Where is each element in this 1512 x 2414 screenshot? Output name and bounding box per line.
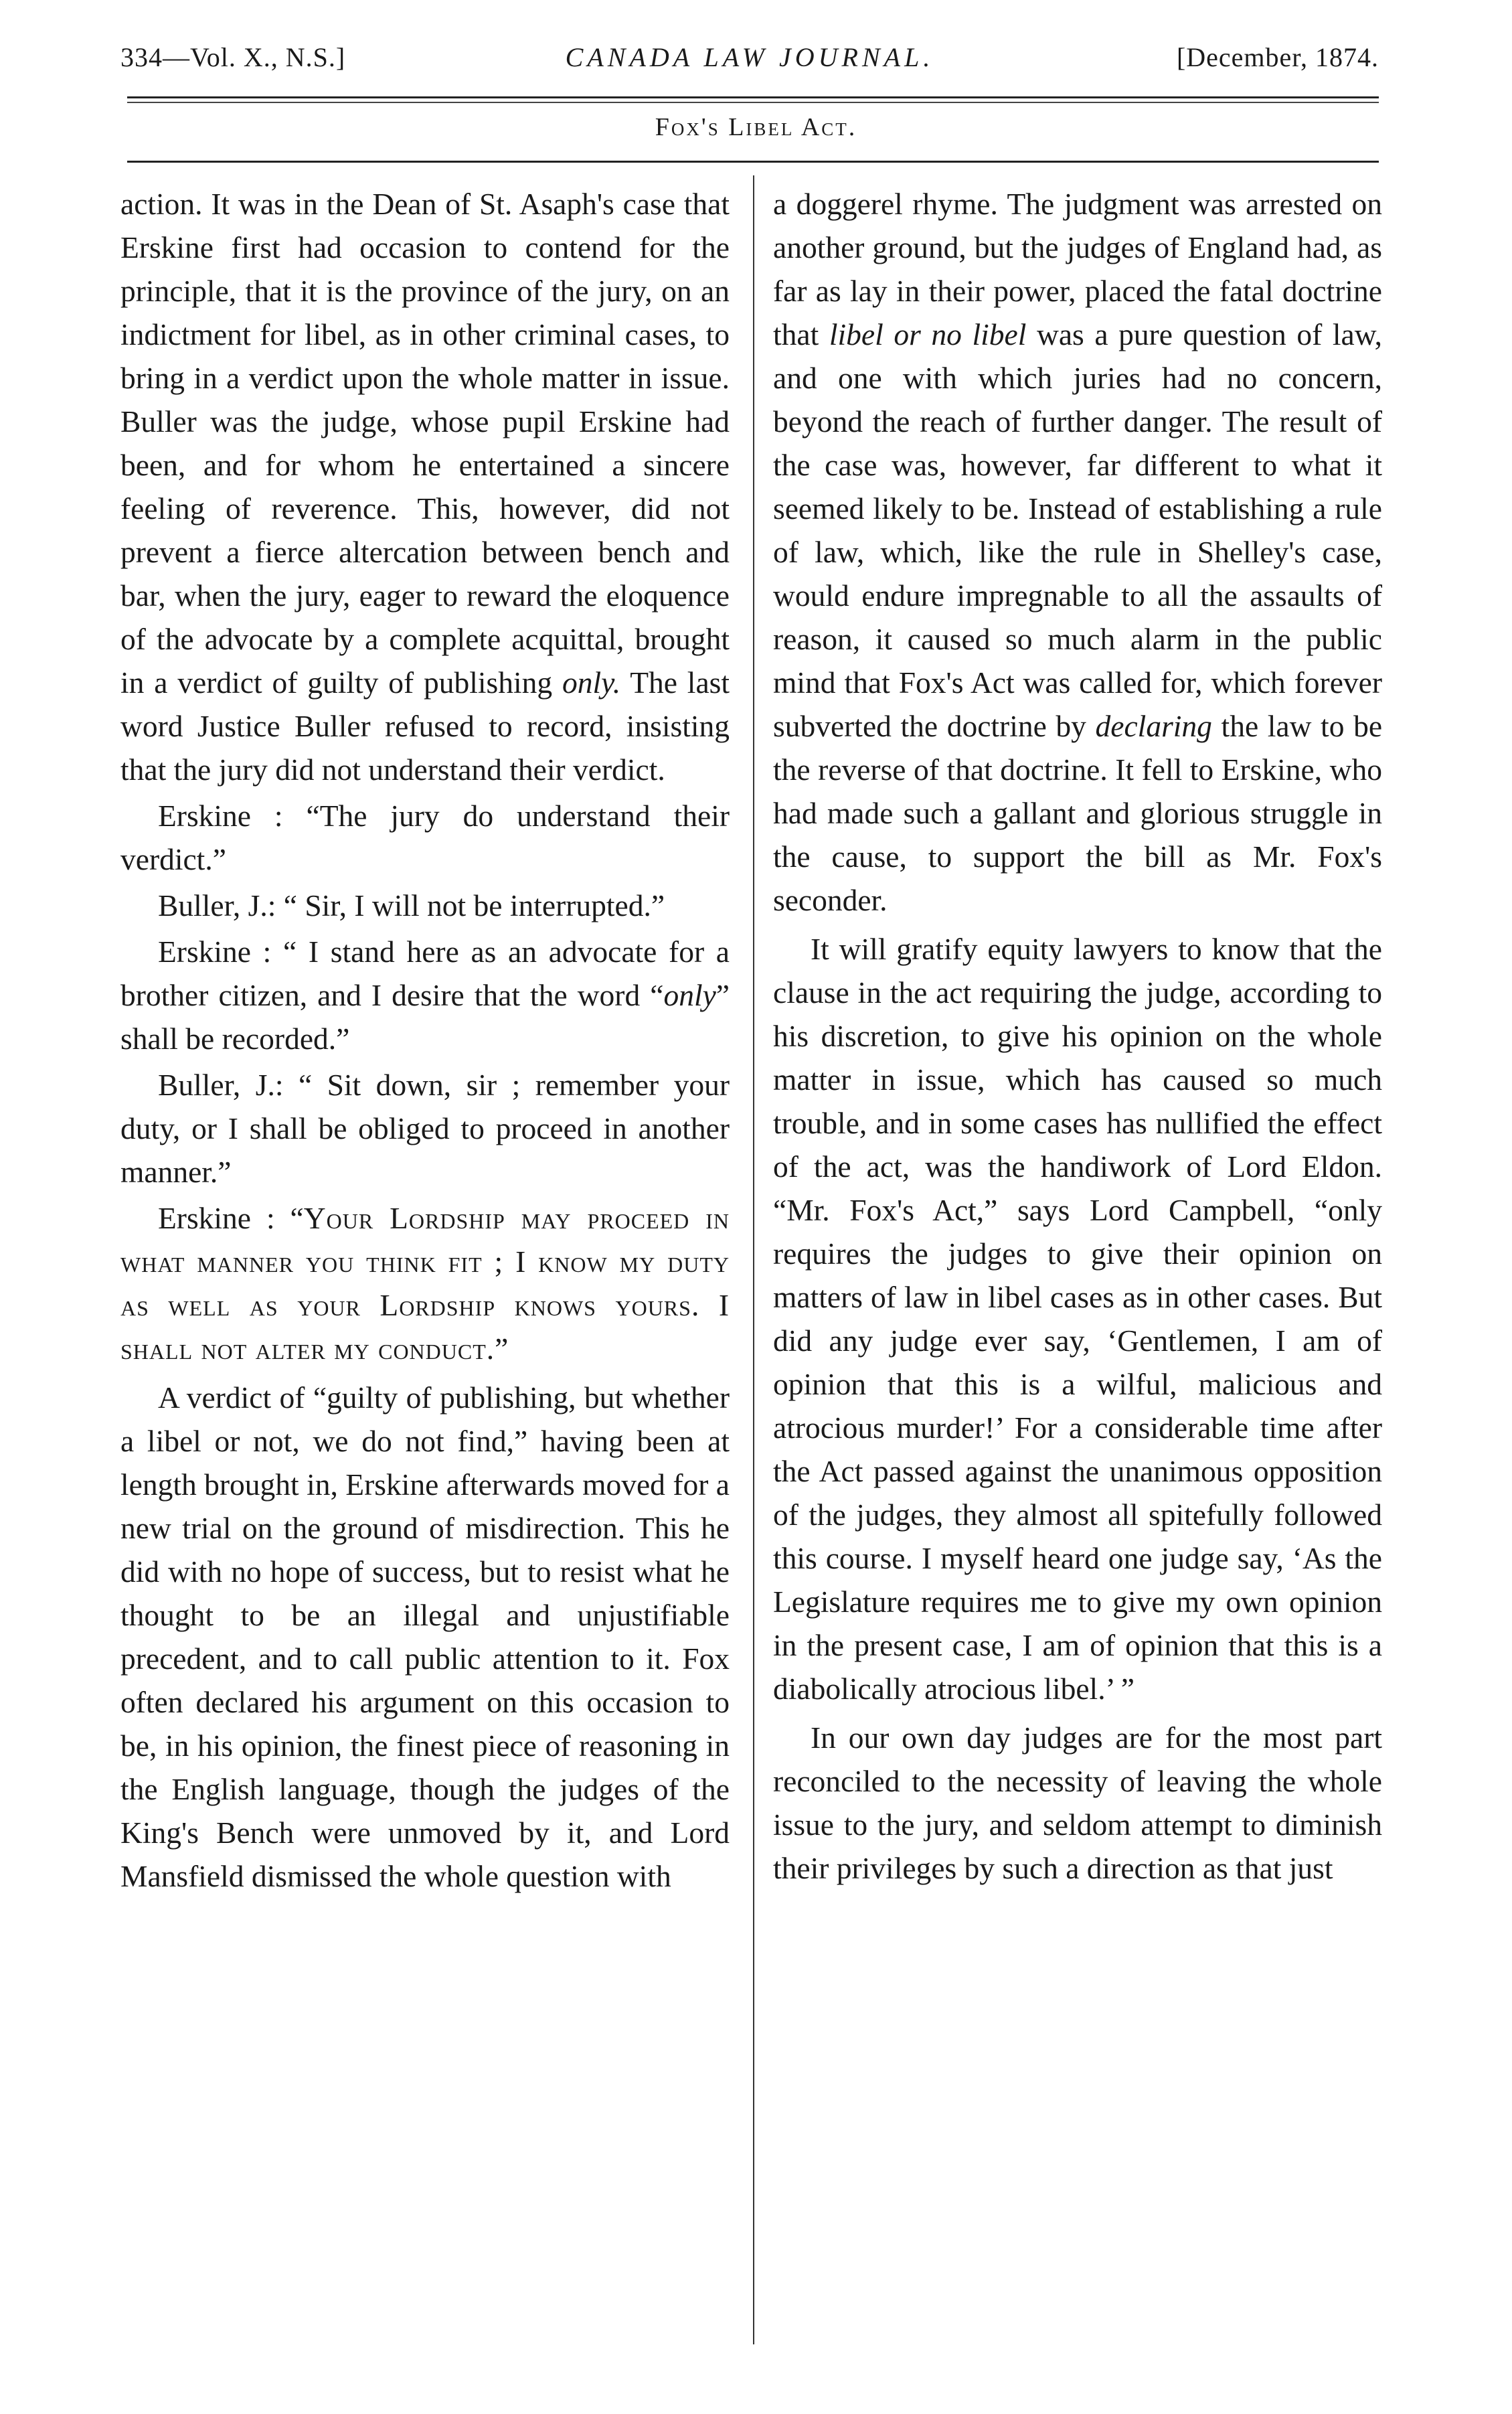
dialogue-line: Erskine : “Your Lordship may proceed in what manner you think fit ; I know my duty as well as your Lordship knows yours. I shall not alter my conduct.” [120,1201,730,1366]
column-divider [753,175,754,2344]
left-column [120,182,730,1901]
dialogue-line: Erskine : “The jury do understand their verdict.” [120,799,730,876]
issue-date: [December, 1874. [1176,42,1379,72]
section-rule [127,161,1379,163]
section-title: Fox's Libel Act. [655,113,857,141]
dialogue-line: Buller, J.: “ Sir, I will not be interrupted.” [158,888,665,922]
dialogue-line: Buller, J.: “ Sit down, sir ; remember your duty, or I shall be obliged to proceed in another manner.” [120,1068,730,1189]
volume-label: 334—Vol. X., N.S.] [120,42,346,72]
paragraph: a doggerel rhyme. The judgment was arrested on another ground, but the judges of England had, as far as lay in their power, placed the fatal doctrine that libel or no libel was a pure question of law, and one with which juries had no concern, beyond the reach of further danger. The result of the case was, however, far different to what it seemed likely to be. Instead of establishing a rule of law, which, like the rule in Shelley's case, would endure impregnable to all the assaults of reason, it caused so much alarm in the public mind that Fox's Act was called for, which forever subverted the doctrine by declaring the law to be the reverse of that doctrine. It fell to Erskine, who had made such a gallant and glorious struggle in the cause, to support the bill as Mr. Fox's seconder. [773,187,1383,917]
header-rule [127,96,1379,98]
dialogue-line: Erskine : “ I stand here as an advocate for a brother citizen, and I desire that the word “only” shall be recorded.” [120,935,730,1056]
paragraph: It will gratify equity lawyers to know that the clause in the act requiring the judge, according to his discretion, to give his opinion on the whole matter in issue, which has caused so much trouble, and in some cases has nullified the effect of the act, was the handiwork of Lord Eldon. “Mr. Fox's Act,” says Lord Campbell, “only requires the judges to give their opinion on matters of law in libel cases as in other cases. But did any judge ever say, ‘Gentlemen, I am of opinion that this is a wilful, malicious and atrocious murder!’ For a considerable time after the Act passed against the unanimous opposition of the judges, they almost all spitefully followed this course. I myself heard one judge say, ‘As the Legislature requires me to give my own opinion in the present case, I am of opinion that this is a diabolically atrocious libel.’ ” [773,932,1382,1706]
paragraph: action. It was in the Dean of St. Asaph's case that Erskine first had occasion to contend for the principle, that it is the province of the jury, on an indictment for libel, as in other criminal cases, to bring in a verdict upon the whole matter in issue. Buller was the judge, whose pupil Erskine had been, and for whom he entertained a sincere feeling of reverence. This, however, did not prevent a fierce altercation between bench and bar, when the jury, eager to reward the eloquence of the advocate by a complete acquittal, brought in a verdict of guilty of publishing only. The last word Justice Buller refused to record, insisting that the jury did not understand their verdict. [120,187,730,787]
paragraph: A verdict of “guilty of publishing, but whether a libel or not, we do not find,” having been at length brought in, Erskine afterwards moved for a new trial on the ground of misdirection. This he did with no hope of success, but to resist what he thought to be an illegal and unjustifiable precedent, and to call public attention to it. Fox often declared his argument on this occasion to be, in his opinion, the finest piece of reasoning in the English language, though the judges of the King's Bench were unmoved by it, and Lord Mansfield dismissed the whole question with [120,1380,730,1893]
paragraph: In our own day judges are for the most part reconciled to the necessity of leaving the whole issue to the jury, and seldom attempt to diminish their privileges by such a direction as that just [773,1720,1382,1885]
header-rule-secondary [127,102,1379,103]
right-column [773,182,1382,1893]
journal-title: CANADA LAW JOURNAL. [565,42,934,72]
running-head [120,42,1379,82]
